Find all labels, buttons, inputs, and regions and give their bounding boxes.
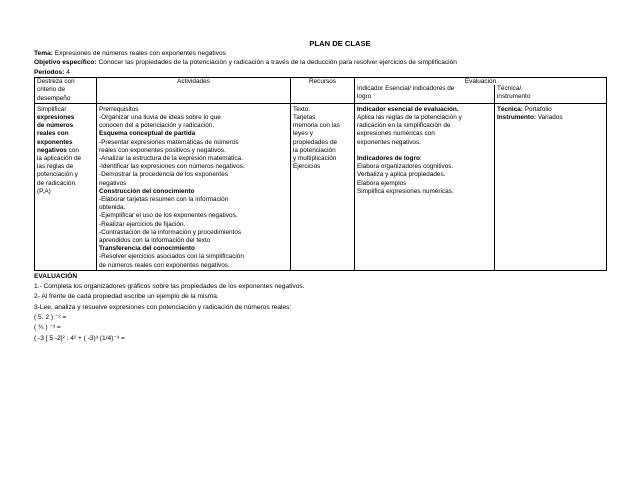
indicadores-logro-title: Indicadores de logro [357,155,420,163]
activity-line: -Presentar expresiones matemáticas de números [99,138,239,146]
destreza-line: de radicación. [37,179,77,187]
header-tecnica-line: Técnica/ [497,85,522,93]
destreza-line: expresiones [37,114,75,122]
activity-line: -Contrastación de la información y procedimientos [99,228,242,236]
activity-line: -Identificar las expresiones con números negativos. [99,163,245,171]
instrumento-label: Instrumento: [497,114,537,122]
activity-line: -Resolver ejercicios asociados con la simplificación [99,253,244,261]
activity-line: de números reales con exponentes negativos. [99,261,230,269]
activity-line: -Elaborar tarjetas resumen con la información [99,196,229,204]
instrumento-value: Variados [536,114,563,122]
section-esquema: Esquema conceptual de partida [99,130,196,138]
resource-line: la potenciación [293,146,336,154]
cell-destreza [35,103,97,270]
indicador-esencial-title: Indicador esencial de evaluación. [357,105,459,113]
header-destreza-line: desempeño [37,94,71,102]
tecnica-value: Portafolio [522,105,552,113]
section-construccion: Construcción del conocimiento [99,187,195,195]
indicator-line: Elabora ejemplos [357,179,407,187]
tema-label: Tema: [34,50,53,57]
resource-line: memoria con las [293,122,340,130]
destreza-line: exponentes [37,138,73,146]
header-recursos: Recursos [291,78,355,104]
header-indicador-line: logro [357,93,372,101]
header-indicador-line: Indicador Esencial/ indicadores de [357,85,455,93]
destreza-line: la aplicación de [37,155,82,163]
evaluacion-exercise: ( -3 [ 5 -2]² : 4² + ( -3)³ (1/4)⁻³ = [34,334,125,342]
indicator-line: exponentes negativos. [357,138,421,146]
header-destreza-line: criterio de [37,86,66,94]
activity-line: obtenida. [99,204,126,212]
header-evaluacion: Evaluación [355,78,607,86]
indicator-spacer [357,147,492,155]
activity-line: -Organizar una lluvia de ideas sobre lo que [99,114,221,122]
header-actividades: Actividades [97,78,291,104]
cell-indicadores [355,103,495,270]
section-prerrequisitos: Prerrequisitos [99,105,139,113]
activity-line: -Demostrar la procedencia de los exponentes [99,171,228,179]
instrumento-row [497,114,604,122]
cell-actividades [97,103,291,270]
indicator-line: radicación en la simplificación de [357,122,451,130]
header-tecnica-line: instrumento [497,93,531,101]
lesson-plan-document [34,38,606,344]
indicator-line: Verbaliza y aplica propiedades. [357,171,446,179]
evaluacion-title: EVALUACIÓN [34,272,78,280]
destreza-line: las reglas de [37,163,74,171]
objetivo-value: Conocer las propiedades de la potenciación y radicación a través de la deducción para resolver ejercicios de simplificación [98,59,457,67]
objetivo-label: Objetivo específico: [34,59,97,67]
activity-line: negativos [99,179,127,187]
activity-line: conocen del a potenciación y radicación. [99,122,215,130]
activity-line: -Analizar la estructura de la expresión matemática. [99,155,243,163]
tema-row [34,49,606,58]
evaluacion-question: 1.- Completa los organizadores gráficos sobre las propiedades de los exponentes negativos. [34,283,305,291]
destreza-line: Simplificar [37,105,67,113]
plan-table [34,77,607,271]
resource-line: y multiplicación [293,155,337,163]
header-tecnica [495,85,607,103]
resource-line: leyes y [293,130,313,138]
resource-line: Texto. [293,105,311,113]
indicator-line: Aplica las reglas de la potenciación y [357,114,462,122]
evaluacion-section [34,272,606,344]
table-header-row [35,78,607,86]
destreza-line [37,147,94,155]
activity-line: reales con exponentes positivos y negativos. [99,146,226,154]
evaluacion-question: 3-Lee, analiza y resuelve expresiones con potenciación y radicación de números reales: [34,303,292,311]
destreza-line: reales con [37,130,69,138]
page-title: PLAN DE CLASE [309,39,371,48]
evaluacion-exercise: ( 5. 2 ) ⁻² = [34,314,67,322]
periodos-label: Períodos: [34,68,65,76]
indicator-line: expresiones numéricas con [357,130,435,138]
resource-line: Ejercicios [293,163,321,171]
indicator-line: Simplifica expresiones numéricas. [357,187,454,195]
activity-line: -Ejemplificar el uso de los exponentes negativos. [99,212,238,220]
evaluacion-exercise: ( ¾ ) ⁻³ = [34,324,61,332]
header-destreza-line: Destreza con [37,78,75,86]
activity-line: -Realizar ejercicios de fijación. [99,220,186,228]
indicadores-logro-colon: : [419,155,422,163]
destreza-rest: con [66,146,79,154]
cell-tecnica [495,103,607,270]
cell-recursos [291,103,355,270]
activity-line: aprendidos con la información del texto [99,237,211,245]
table-row [35,103,607,270]
header-indicador [355,85,495,103]
section-transferencia: Transferencia del conocimiento [99,245,195,253]
indicator-line: Elabora organizadores cognitivos. [357,163,454,171]
objetivo-row [34,58,606,67]
periodos-value: 4 [66,68,70,76]
resource-line: Tarjetas [293,114,316,122]
destreza-bold: negativos [37,146,67,154]
tema-value: Expresiones de números reales con exponentes negativos [54,50,226,57]
destreza-line: (P,A) [37,187,51,195]
destreza-line: de números [37,122,74,130]
tecnica-row [497,106,604,114]
resource-line: propiedades de [293,138,338,146]
header-destreza [35,78,97,104]
periodos-row [34,68,606,77]
destreza-line: potenciación y [37,171,78,179]
tecnica-label: Técnica: [497,105,523,113]
indicadores-logro-heading [357,155,492,163]
plan-meta [34,49,606,77]
evaluacion-question: 2- Al frente de cada propiedad escribe un ejemplo de la misma. [34,293,219,301]
